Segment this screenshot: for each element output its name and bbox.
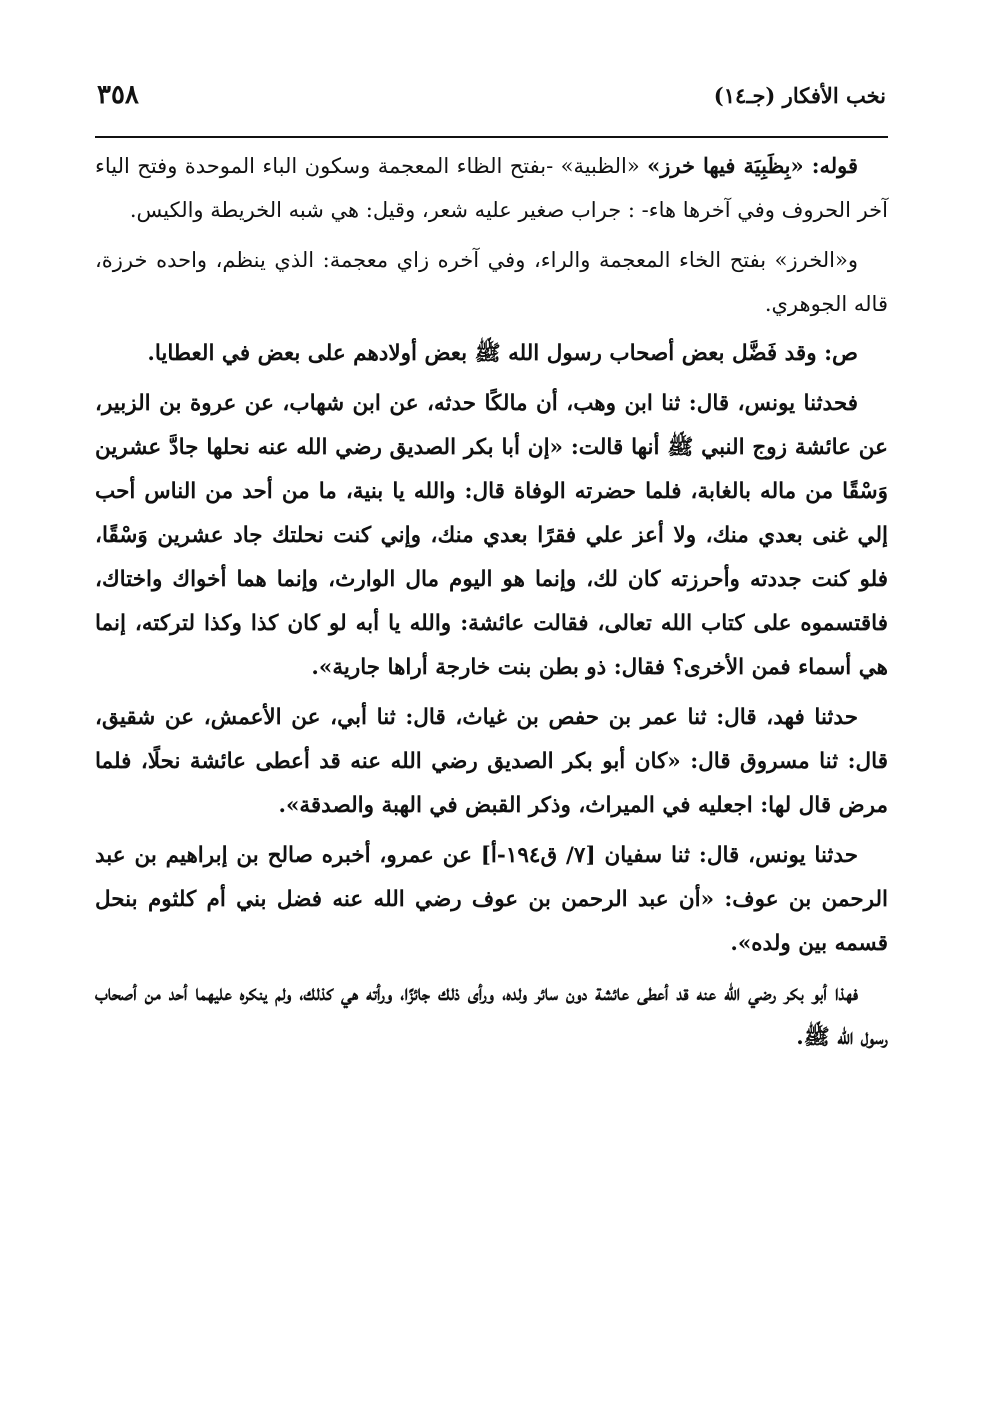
- paragraph-main-text: [95, 332, 888, 376]
- paragraph-text: و«الخرز» بفتح الخاء المعجمة والراء، وفي آخره زاي معجمة: الذي ينظم، واحده خرزة، قاله الجوهري.: [95, 248, 888, 316]
- paragraph-conclusion: [95, 972, 888, 1060]
- running-title: نخب الأفكار (جـ١٤): [713, 83, 886, 108]
- page-number: ٣٥٨: [97, 80, 139, 110]
- paragraph-commentary-kharaz: [95, 238, 888, 326]
- paragraph-text: فحدثنا يونس، قال: ثنا ابن وهب، أن مالكًا حدثه، عن ابن شهاب، عن عروة بن الزبير، عن عائشة زوج النبي ﷺ أنها قالت: «إن أبا بكر الصديق رضي الله عنه نحلها جادَّ عشرين وَسْقًا من ماله بالغابة، فلما حضرته الوفاة قال: والله يا بنية، ما من أحد من الناس أحب إلي غنى بعدي منك، ولا أعز علي فقرًا بعدي منك، وإني كنت نحلتك جاد عشرين وَسْقًا، فلو كنت جددته وأحرزته كان لك، وإنما هو اليوم مال الوارث، وإنما هما أخواك واختاك، فاقتسموه على كتاب الله تعالى، فقالت عائشة: والله يا أبه لو كان كذا وكذا لتركته، إنما هي أسماء فمن الأخرى؟ فقال: ذو بطن بنت خارجة أراها جارية».: [95, 391, 888, 680]
- main-text-marker: ص:: [824, 341, 858, 366]
- paragraph-text: حدثنا يونس، قال: ثنا سفيان [٧/ ق١٩٤-أ] عن عمرو، أخبره صالح بن إبراهيم بن عبد الرحمن بن عوف: «أن عبد الرحمن بن عوف رضي الله عنه فضل بني أم كلثوم بنحل قسمه بين ولده».: [95, 843, 888, 956]
- running-header: [95, 80, 888, 138]
- body-text: [95, 144, 888, 1060]
- paragraph-text: «الظبية» -بفتح الظاء المعجمة وسكون الباء الموحدة وفتح الياء آخر الحروف وفي آخرها هاء- : جراب صغير عليه شعر، وقيل: هي شبه الخريطة والكيس.: [95, 154, 888, 222]
- paragraph-text: حدثنا فهد، قال: ثنا عمر بن حفص بن غياث، قال: ثنا أبي، عن الأعمش، عن شقيق، قال: ثنا مسروق قال: «كان أبو بكر الصديق رضي الله عنه قد أعطى عائشة نحلًا، فلما مرض قال لها: اجعليه في الميراث، وذكر القبض في الهبة والصدقة».: [95, 705, 888, 818]
- page: [95, 80, 888, 1066]
- paragraph-hadith-abdurrahman: [95, 834, 888, 966]
- paragraph-text: فهذا أبو بكر رضي الله عنه قد أعطى عائشة دون سائر ولده، ورأى ذلك جائزًا، ورأته هي كذلك، ولم ينكره عليهما أحد من أصحاب رسول الله ﷺ.: [95, 981, 888, 1050]
- paragraph-hadith-aisha: [95, 382, 888, 690]
- quoted-phrase: قوله: «بِظَبِيَة فيها خرز»: [647, 153, 858, 178]
- paragraph-text: وقد فَضَّل بعض أصحاب رسول الله ﷺ بعض أولادهم على بعض في العطايا.: [147, 341, 825, 366]
- paragraph-commentary-zabiya: [95, 144, 888, 232]
- paragraph-hadith-masruq: [95, 696, 888, 828]
